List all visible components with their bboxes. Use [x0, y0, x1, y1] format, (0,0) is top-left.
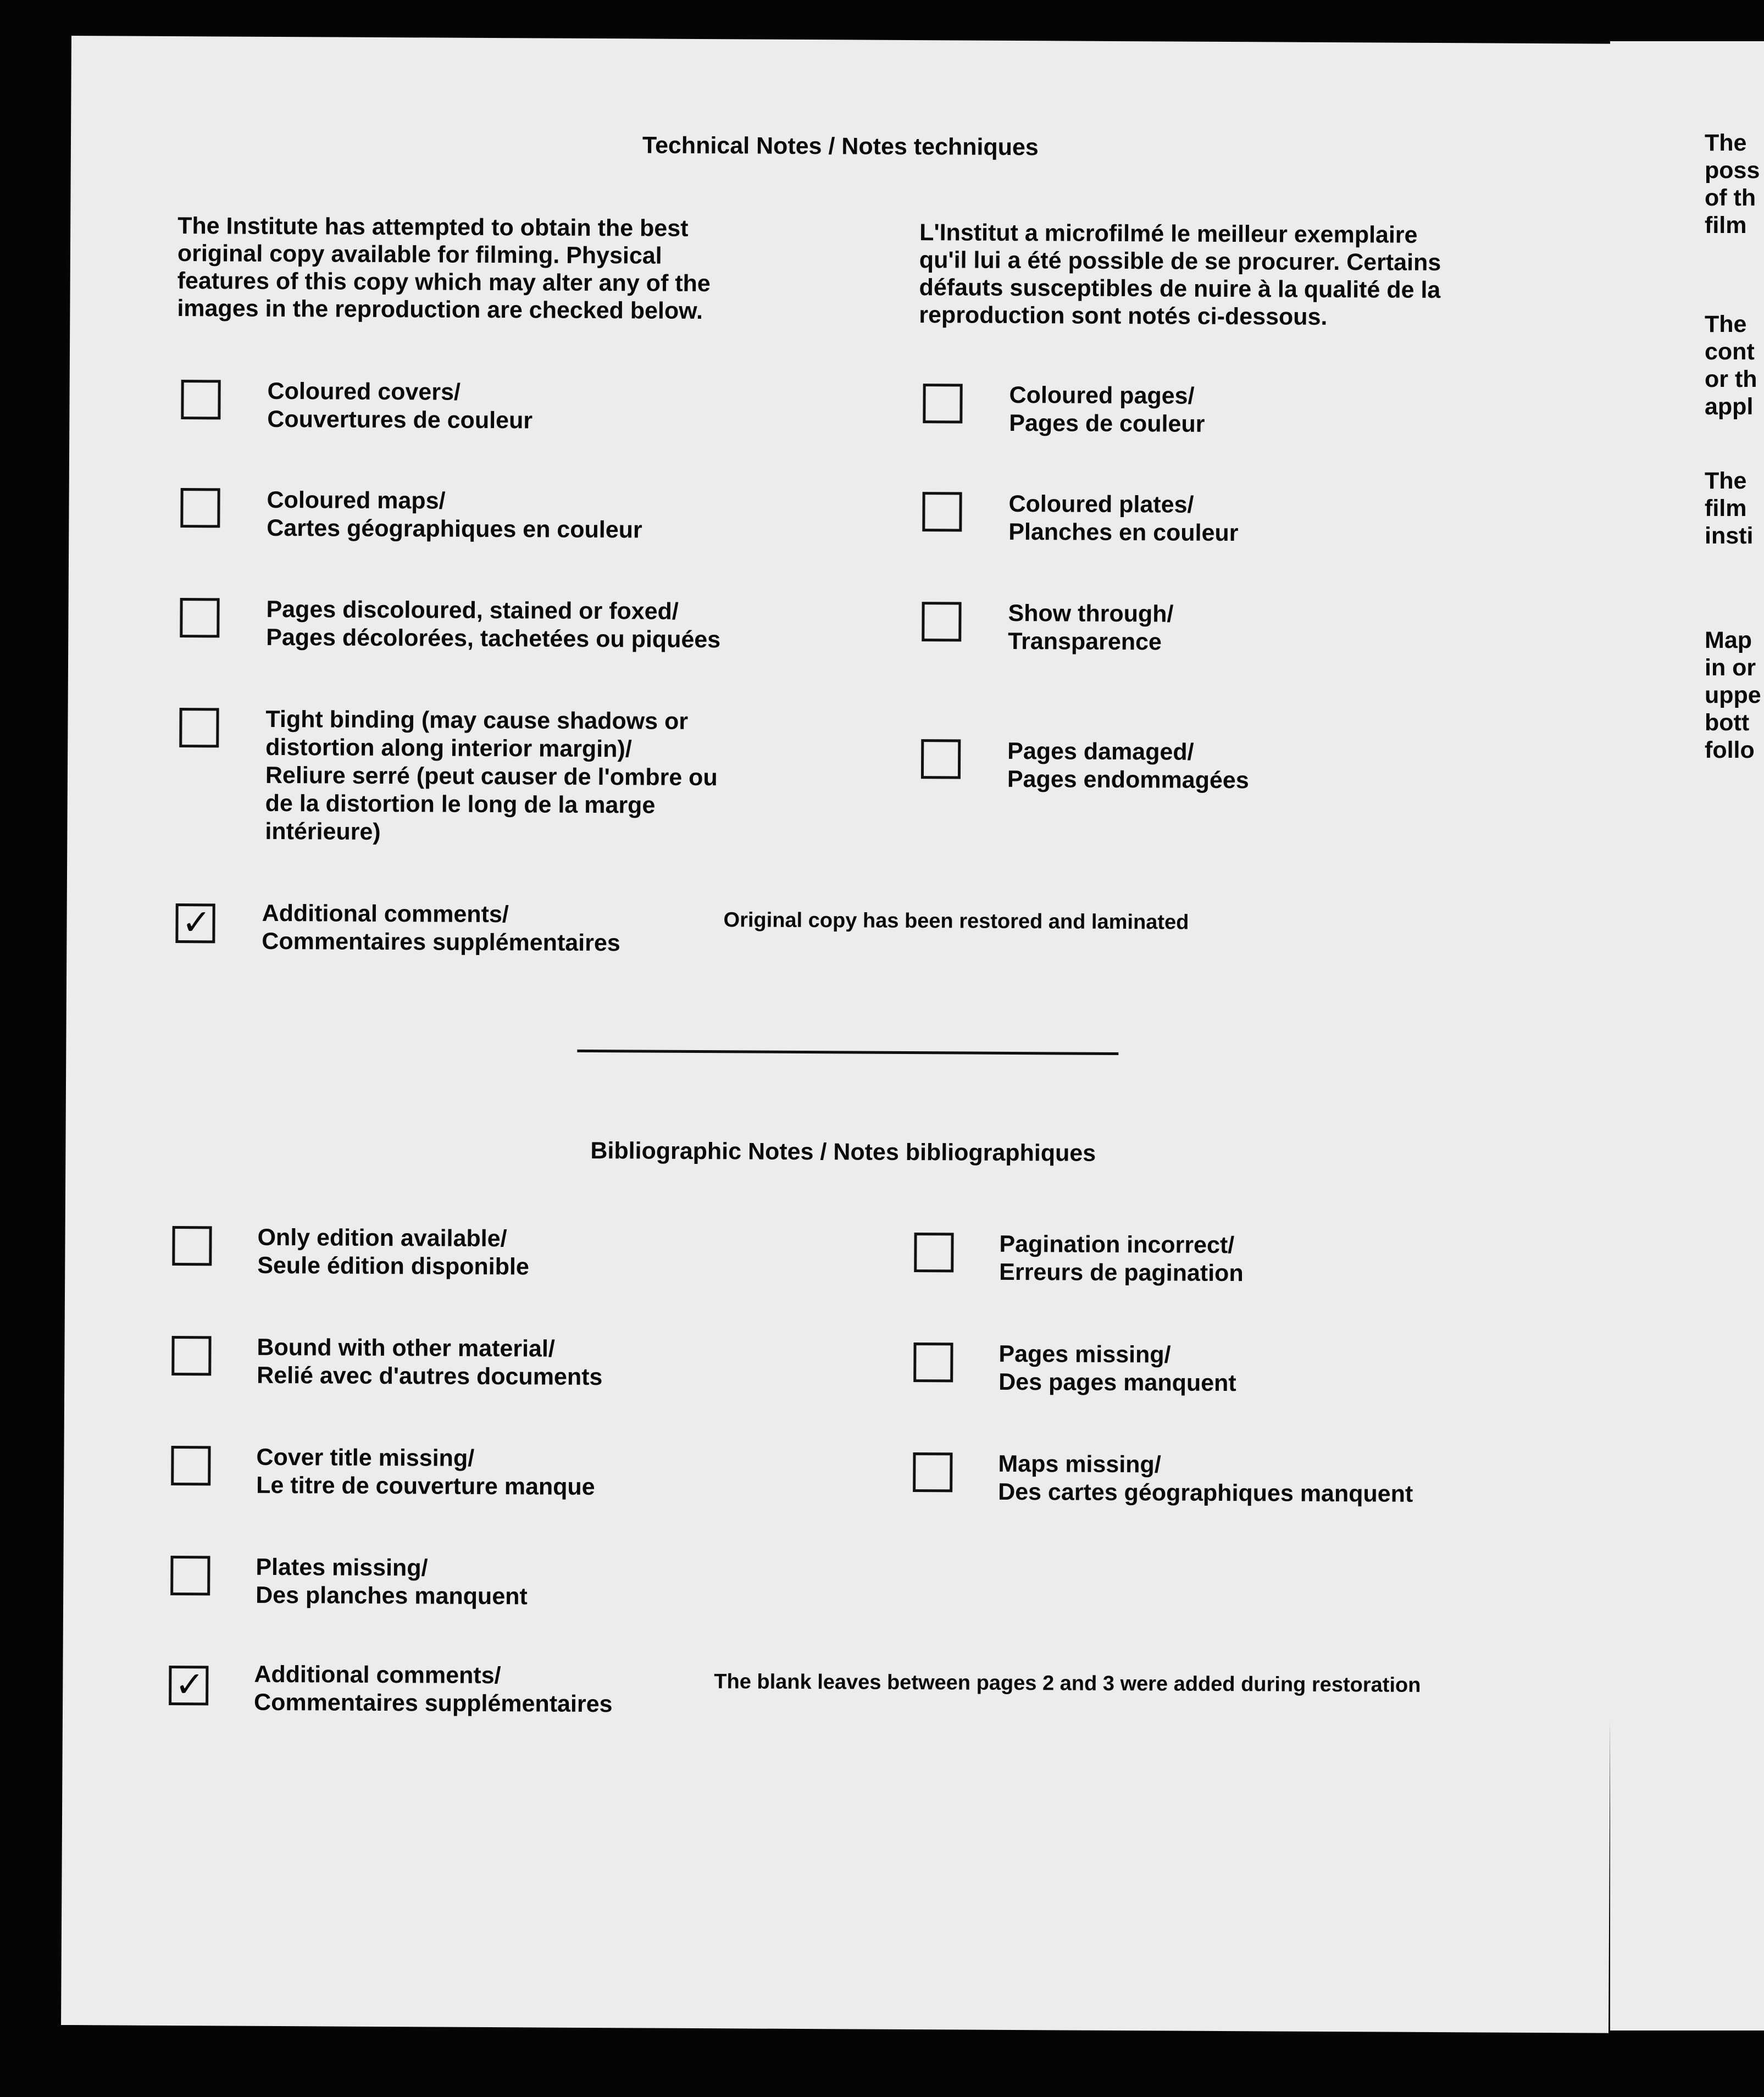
bibliographic-notes-title: Bibliographic Notes / Notes bibliographiques	[590, 1137, 1096, 1167]
checkbox-plates-missing[interactable]	[170, 1556, 210, 1595]
checkbox-pages-missing[interactable]	[913, 1342, 953, 1382]
edge-text-block-4: Map in or uppe bott follo	[1705, 627, 1761, 763]
checkbox-coloured-maps[interactable]	[180, 488, 220, 528]
label-tight-binding: Tight binding (may cause shadows or distortion along interior margin)/ Reliure serré (peut causer de l'ombre ou de la distortion le long de la marge intérieure)	[265, 706, 718, 845]
checkbox-cover-title-missing[interactable]	[171, 1446, 210, 1485]
checkbox-coloured-covers[interactable]	[181, 380, 220, 419]
label-show-through: Show through/ Transparence	[1008, 600, 1174, 656]
check-mark-icon: ✓	[181, 902, 212, 944]
edge-text-block-1: The poss of th film	[1705, 130, 1760, 238]
label-cover-title-missing: Cover title missing/ Le titre de couverture manque	[256, 1444, 595, 1501]
technical-notes-title: Technical Notes / Notes techniques	[642, 132, 1039, 161]
section-divider	[577, 1050, 1118, 1055]
intro-french: L'Institut a microfilmé le meilleur exemplaire qu'il lui a été possible de se procurer. Certains défauts susceptibles de nuire à la qualité de la reproduction sont notés ci-dessous.	[919, 219, 1441, 330]
checkbox-pagination-incorrect[interactable]	[914, 1233, 953, 1272]
checkbox-coloured-plates[interactable]	[922, 492, 962, 531]
checkbox-tight-binding[interactable]	[179, 708, 219, 747]
technical-comment-text: Original copy has been restored and laminated	[723, 908, 1189, 934]
checkbox-maps-missing[interactable]	[913, 1452, 952, 1492]
label-plates-missing: Plates missing/ Des planches manquent	[256, 1554, 528, 1610]
bibliographic-comment-text: The blank leaves between pages 2 and 3 were added during restoration	[714, 1670, 1421, 1697]
checkbox-pages-discoloured[interactable]	[180, 598, 219, 637]
label-only-edition: Only edition available/ Seule édition disponible	[257, 1224, 529, 1280]
label-pages-damaged: Pages damaged/ Pages endommagées	[1007, 737, 1249, 794]
label-pages-missing: Pages missing/ Des pages manquent	[999, 1340, 1236, 1397]
label-bound-with: Bound with other material/ Relié avec d'autres documents	[257, 1334, 603, 1391]
label-technical-additional-comments: Additional comments/ Commentaires supplémentaires	[262, 900, 620, 957]
label-coloured-maps: Coloured maps/ Cartes géographiques en couleur	[267, 486, 642, 543]
checkbox-pages-damaged[interactable]	[921, 739, 961, 779]
label-maps-missing: Maps missing/ Des cartes géographiques manquent	[998, 1450, 1413, 1507]
checkbox-coloured-pages[interactable]	[923, 384, 962, 423]
label-bibliographic-additional-comments: Additional comments/ Commentaires supplémentaires	[253, 1661, 613, 1718]
edge-text-block-2: The cont or th appl	[1705, 311, 1757, 420]
checkbox-bibliographic-additional-comments[interactable]	[169, 1666, 208, 1705]
label-coloured-covers: Coloured covers/ Couvertures de couleur	[267, 378, 533, 434]
checkbox-only-edition[interactable]	[172, 1226, 212, 1266]
checkbox-technical-additional-comments[interactable]	[175, 903, 215, 943]
intro-english: The Institute has attempted to obtain the best original copy available for filming. Physical features of this copy which may alter any of the images in the reproduction are checked below.	[177, 213, 711, 325]
document-page	[61, 36, 1619, 2033]
label-coloured-pages: Coloured pages/ Pages de couleur	[1009, 381, 1205, 437]
label-pagination-incorrect: Pagination incorrect/ Erreurs de pagination	[999, 1230, 1244, 1287]
checkbox-show-through[interactable]	[922, 602, 961, 641]
next-page-sheet	[1610, 41, 1764, 2031]
edge-text-block-3: The film insti	[1705, 468, 1754, 549]
check-mark-icon: ✓	[175, 1665, 205, 1706]
label-pages-discoloured: Pages discoloured, stained or foxed/ Pages décolorées, tachetées ou piquées	[266, 596, 721, 653]
checkbox-bound-with[interactable]	[171, 1336, 211, 1375]
label-coloured-plates: Coloured plates/ Planches en couleur	[1008, 490, 1239, 547]
